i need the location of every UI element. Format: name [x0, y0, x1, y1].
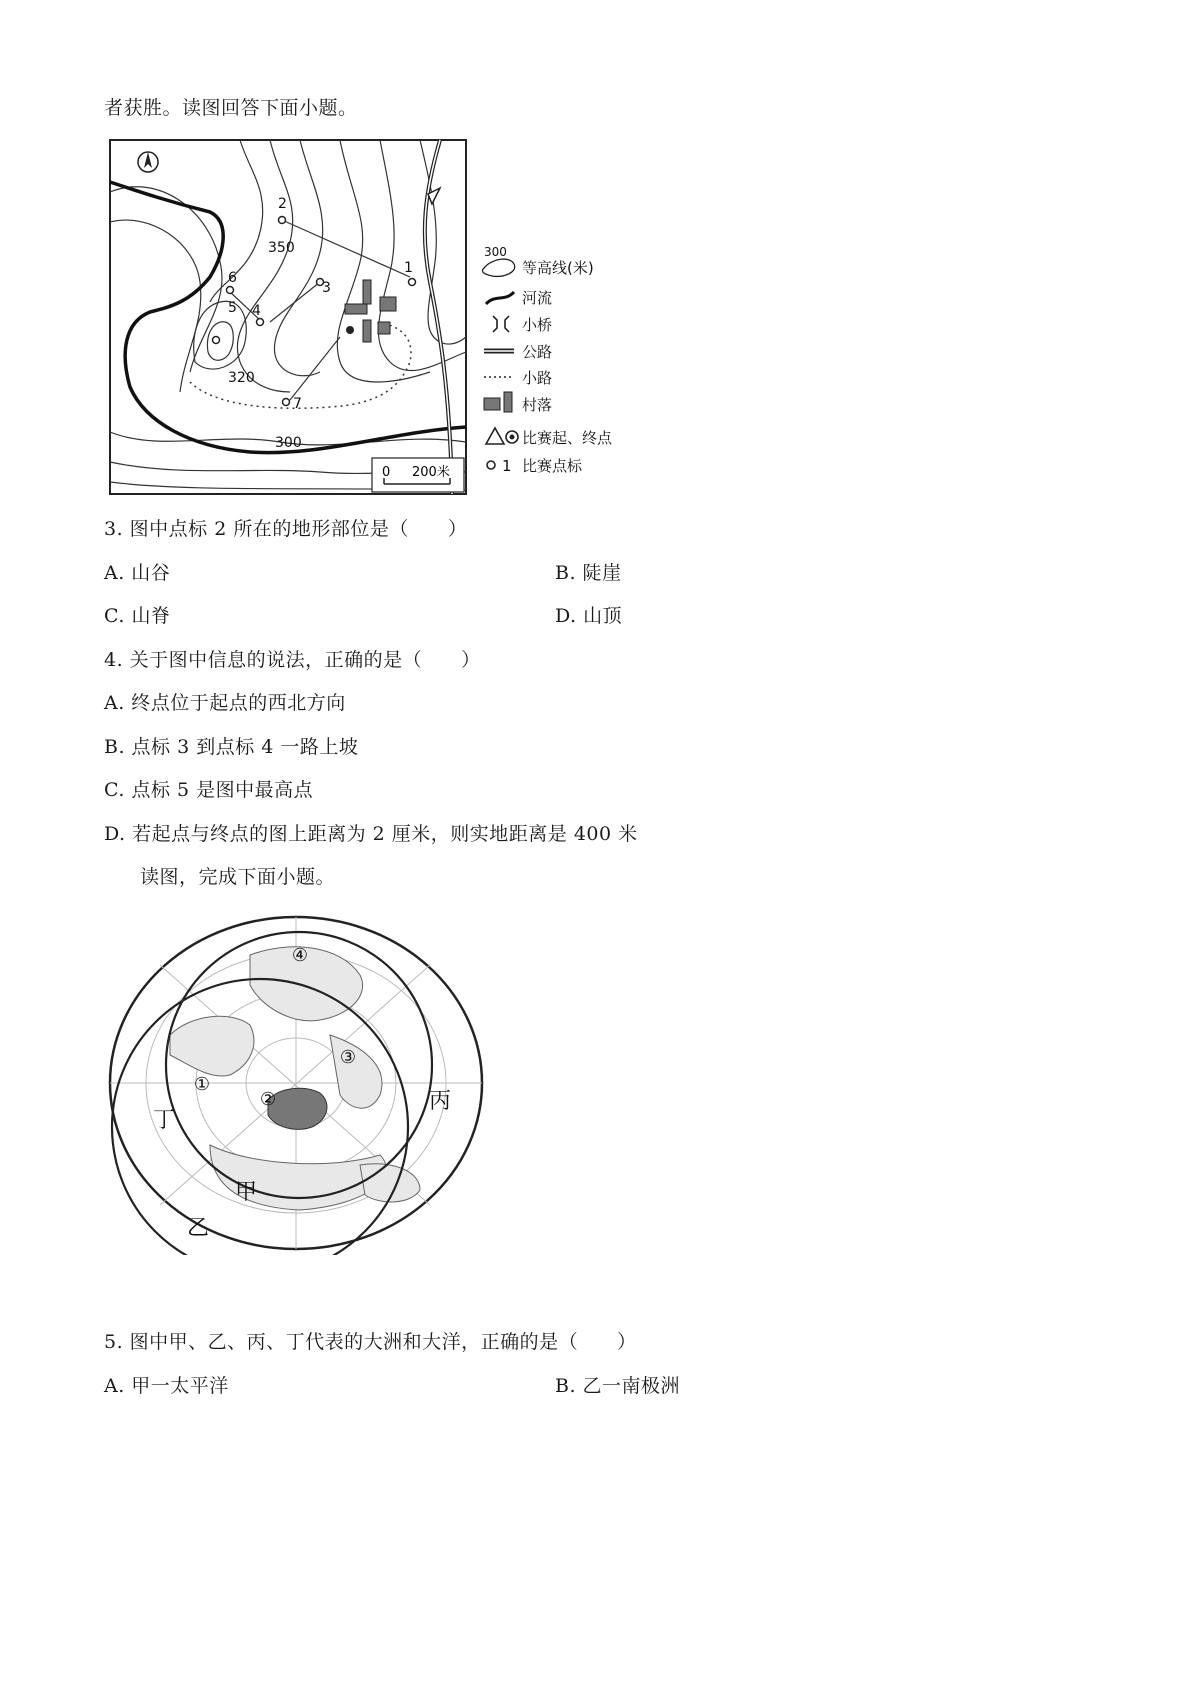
region-label-yi: 乙	[186, 1216, 210, 1241]
q3-option-a: A. 山谷	[104, 562, 171, 584]
legend-label: 小路	[522, 369, 553, 387]
contour-label: 320	[228, 370, 255, 386]
contour-map-svg	[100, 132, 660, 502]
contour-icon	[482, 245, 514, 276]
q4-option-a: A. 终点位于起点的西北方向	[104, 692, 346, 714]
q4-option-c: C. 点标 5 是图中最高点	[104, 779, 314, 801]
q4-option-d: D. 若起点与终点的图上距离为 2 厘米，则实地距离是 400 米	[104, 823, 638, 845]
q3-option-b: B. 陡崖	[555, 562, 622, 584]
q3-option-d: D. 山顶	[555, 605, 623, 627]
china-region	[268, 1088, 327, 1129]
point-label: 5	[228, 300, 237, 316]
legend-label: 河流	[522, 289, 553, 307]
contour-map-figure	[100, 132, 660, 502]
marker-1: ①	[193, 1074, 211, 1095]
contour-label: 300	[275, 435, 302, 451]
region-label-ding: 丁	[152, 1108, 176, 1133]
reading-instruction: 读图，完成下面小题。	[140, 866, 336, 888]
question-3-stem: 3. 图中点标 2 所在的地形部位是（ ）	[104, 518, 468, 540]
q5-option-b: B. 乙一南极洲	[555, 1375, 681, 1397]
legend-label: 小桥	[522, 316, 553, 334]
svg-text:200米: 200米	[412, 465, 450, 480]
river-icon	[486, 292, 514, 304]
region-label-jia: 甲	[234, 1180, 258, 1205]
marker-3: ③	[339, 1047, 357, 1068]
point-label: 2	[278, 196, 287, 212]
hemisphere-map-figure	[100, 915, 490, 1255]
contour-label: 350	[268, 240, 295, 256]
scale-bar	[372, 458, 464, 492]
q5-option-a: A. 甲一太平洋	[104, 1375, 229, 1397]
bridge-icon	[493, 316, 509, 332]
map-legend	[482, 245, 613, 475]
point-label: 4	[252, 303, 261, 319]
village-icon	[484, 392, 512, 412]
q4-option-b: B. 点标 3 到点标 4 一路上坡	[104, 736, 359, 758]
legend-label: 公路	[522, 343, 553, 361]
question-5-stem: 5. 图中甲、乙、丙、丁代表的大洲和大洋，正确的是（ ）	[104, 1331, 637, 1353]
point-label: 1	[404, 260, 413, 276]
svg-text:0: 0	[382, 465, 391, 480]
legend-label: 比赛起、终点	[522, 429, 613, 447]
svg-text:300: 300	[484, 245, 507, 259]
region-label-bing: 丙	[428, 1089, 452, 1114]
checkpoint-icon	[487, 457, 512, 475]
point-label: 6	[228, 270, 237, 286]
start-end-icon	[486, 428, 518, 444]
q3-option-c: C. 山脊	[104, 605, 171, 627]
point-label: 7	[293, 396, 302, 412]
hemisphere-map-svg	[100, 915, 490, 1255]
intro-text: 者获胜。读图回答下面小题。	[104, 97, 358, 119]
legend-label: 村落	[522, 396, 553, 414]
marker-4: ④	[291, 945, 309, 966]
svg-text:1: 1	[502, 457, 512, 475]
legend-label: 等高线(米)	[522, 259, 594, 277]
point-label: 3	[322, 280, 331, 296]
legend-label: 比赛点标	[522, 457, 583, 475]
end-point-marker	[346, 326, 354, 334]
marker-2: ②	[259, 1089, 277, 1110]
question-4-stem: 4. 关于图中信息的说法，正确的是（ ）	[104, 649, 481, 671]
